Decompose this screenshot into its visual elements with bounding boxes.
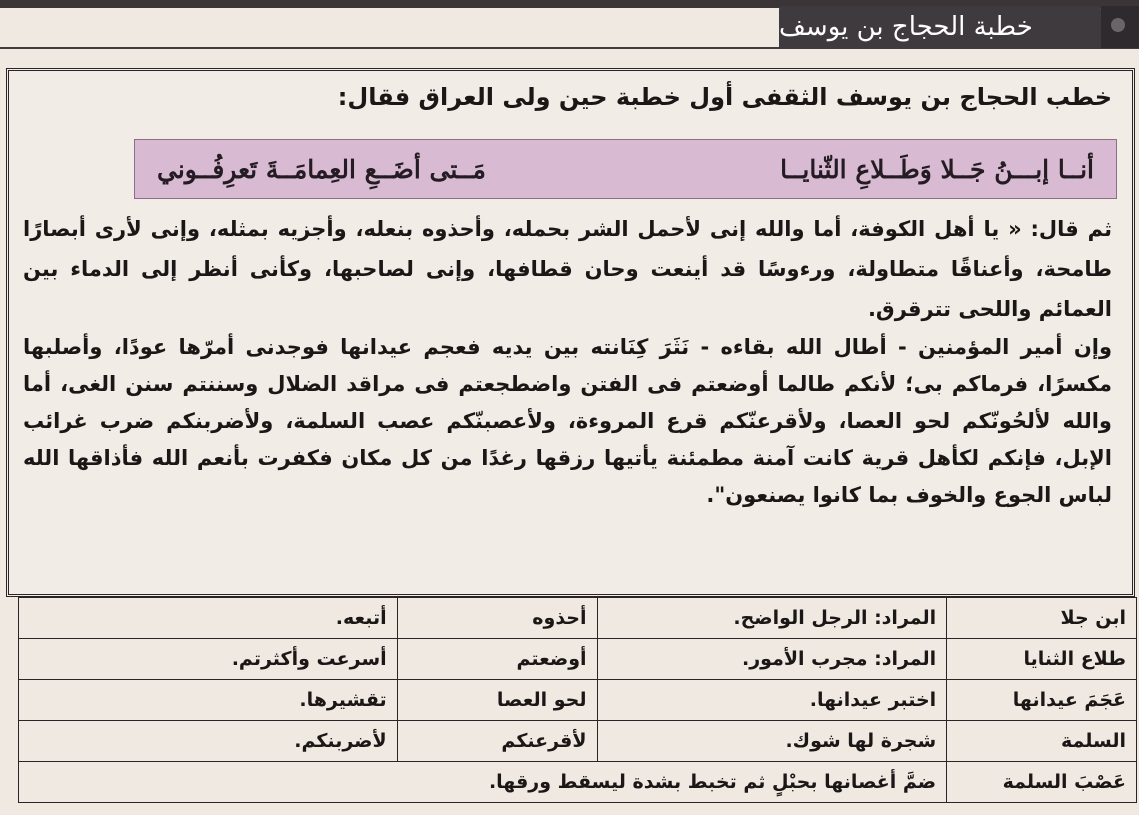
verse-first-hemistich: أنــا إبـــنُ جَــلا وَطَــلاعِ الثّنايــا (780, 154, 1094, 184)
term-cell: لأقرعنكم (397, 721, 597, 762)
sermon-paragraph-1: ثم قال: « يا أهل الكوفة، أما والله إنى لأحمل الشر بحمله، وأحذوه بنعله، وأجزيه بمثله، وإنى لأرى أبصارًا طامحة، وأعناقًا متطاولة، ورءوسًا قد أينعت وحان قطافها، وإنى لصاحبها، وكأنى أنظر إلى الدماء بين العمائم واللحى تترقرق. (23, 217, 1112, 321)
meaning-cell: تقشيرها. (19, 680, 398, 721)
term-cell: عَصْبَ السلمة (947, 762, 1137, 803)
table-row (19, 639, 1137, 680)
term-cell: طلاع الثنايا (947, 639, 1137, 680)
meaning-cell: لأضربنكم. (19, 721, 398, 762)
term-cell: السلمة (947, 721, 1137, 762)
meaning-cell: ضمَّ أغصانها بحبْلٍ ثم تخبط بشدة ليسقط ورقها. (19, 762, 947, 803)
term-cell: أوضعتم (397, 639, 597, 680)
section-header (779, 6, 1101, 48)
term-cell: أحذوه (397, 598, 597, 639)
table-row (19, 598, 1137, 639)
term-cell: عَجَمَ عيدانها (947, 680, 1137, 721)
header-ornament-icon (1101, 6, 1139, 48)
meaning-cell: المراد: مجرب الأمور. (597, 639, 947, 680)
poetry-verse (134, 139, 1117, 199)
table-row (19, 721, 1137, 762)
meaning-cell: أتبعه. (19, 598, 398, 639)
term-cell: ابن جلا (947, 598, 1137, 639)
section-title: خطبة الحجاج بن يوسف (779, 12, 1033, 42)
sermon-paragraph-2: وإن أمير المؤمنين - أطال الله بقاءه - نَثَرَ كِنَانته بين يديه فعجم عيدانها فوجدنى أمرّها عودًا، وأصلبها مكسرًا، فرماكم بى؛ لأنكم طالما أوضعتم فى الفتن واضطجعتم فى مراقد الضلال وسننتم سنن الغى، أما والله لألحُونّكم لحو العصا، ولأقرعنّكم قرع المروءة، ولأعصبنّكم عصب السلمة، ولأضربنكم ضرب غرائب الإبل، فإنكم لكأهل قرية كانت آمنة مطمئنة يأتيها رزقها رغدًا من كل مكان فكفرت بأنعم الله فأذاقها الله لباس الجوع والخوف بما كانوا يصنعون". (23, 335, 1112, 507)
term-cell: لحو العصا (397, 680, 597, 721)
vocabulary-table (18, 597, 1137, 803)
sermon-box (6, 68, 1135, 597)
meaning-cell: اختبر عيدانها. (597, 680, 947, 721)
verse-second-hemistich: مَــتى أضَــعِ العِمامَــةَ تَعرِفُــوني (157, 154, 486, 184)
meaning-cell: شجرة لها شوك. (597, 721, 947, 762)
table-row (19, 680, 1137, 721)
intro-line: خطب الحجاج بن يوسف الثقفى أول خطبة حين ولى العراق فقال: (337, 83, 1112, 111)
meaning-cell: المراد: الرجل الواضح. (597, 598, 947, 639)
meaning-cell: أسرعت وأكثرتم. (19, 639, 398, 680)
table-row (19, 762, 1137, 803)
